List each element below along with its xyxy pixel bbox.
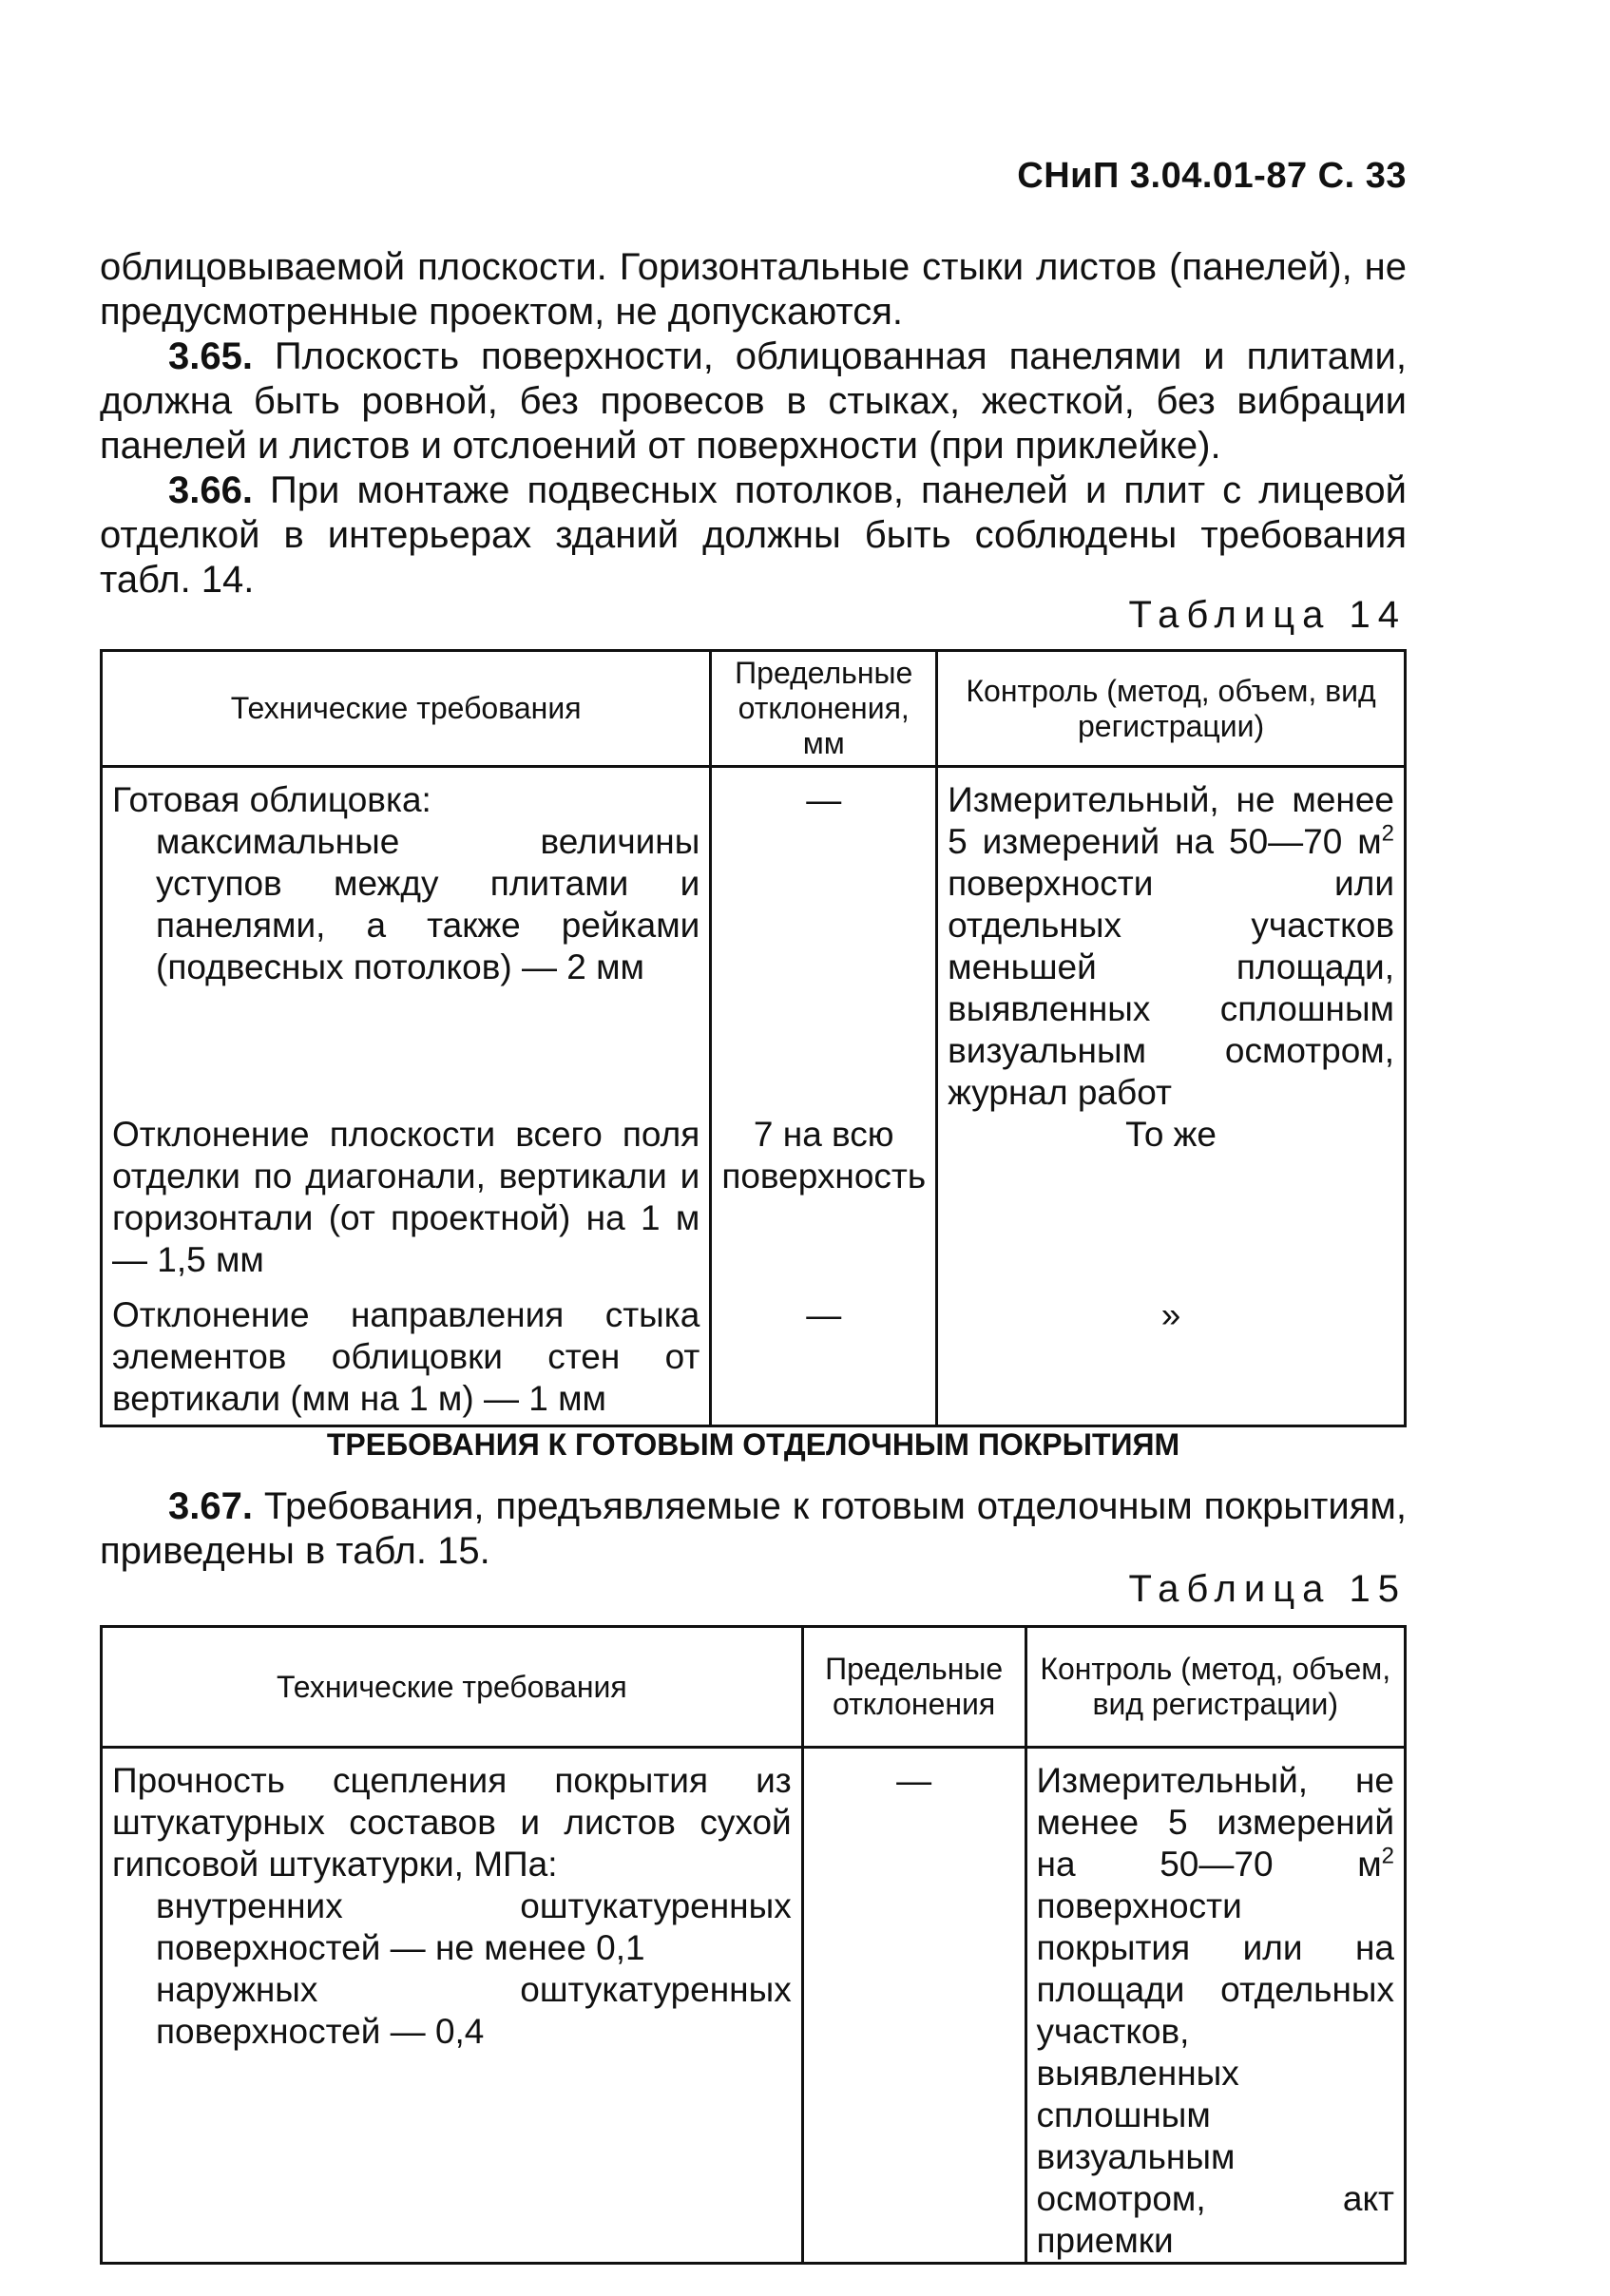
clause-text: Требования, предъявляемые к готовым отделочным покрытиям, приведены в табл. 15. xyxy=(100,1485,1407,1572)
column-header: Контроль (метод, объем, вид регистрации) xyxy=(937,651,1406,767)
table-15 xyxy=(100,1625,1407,2265)
table-cell: Отклонение плоскости всего поля отделки по диагонали, вертикали и горизонтали (от проектной) на 1 м — 1,5 мм xyxy=(102,1114,711,1294)
table-cell: — xyxy=(711,767,937,1115)
clause-number: 3.66. xyxy=(168,469,253,511)
page-header: СНиП 3.04.01-87 С. 33 xyxy=(1017,156,1407,196)
table-cell: Отклонение направления стыка элементов облицовки стен от вертикали (мм на 1 м) — 1 мм xyxy=(102,1294,711,1425)
column-header: Технические требования xyxy=(102,651,711,767)
table-cell: — xyxy=(711,1294,937,1425)
paragraph-continuation: облицовываемой плоскости. Горизонтальные стыки листов (панелей), не предусмотренные проектом, не допускаются. xyxy=(100,246,1407,333)
clause-text: Плоскость поверхности, облицованная панелями и плитами, должна быть ровной, без провесов в стыках, жесткой, без вибрации панелей и листов и отслоений от поверхности (при приклейке). xyxy=(100,335,1407,467)
table-header-row xyxy=(102,651,1406,767)
table-14 xyxy=(100,649,1407,1427)
table-header-row xyxy=(102,1627,1406,1748)
cell-text: поверхности покрытия или на площади отдельных участков, выявленных сплошным визуальным осмотром, акт приемки xyxy=(1036,1886,1394,2260)
cell-subitem: внутренних оштукатуренных поверхностей — не менее 0,1 xyxy=(156,1886,792,1967)
table-row xyxy=(102,1748,1406,2264)
body-text-middle xyxy=(100,1484,1407,1574)
cell-text: Измерительный, не менее 5 измерений на 50—70 м xyxy=(948,780,1394,861)
paragraph-3-67 xyxy=(100,1484,1407,1574)
section-title: ТРЕБОВАНИЯ К ГОТОВЫМ ОТДЕЛОЧНЫМ ПОКРЫТИЯМ xyxy=(326,1427,1180,1462)
cell-title: Готовая облицовка: xyxy=(112,780,431,819)
clause-number: 3.67. xyxy=(168,1485,253,1527)
table-cell xyxy=(1025,1748,1405,2264)
table-cell xyxy=(102,767,711,1115)
table-cell: 7 на всю поверхность xyxy=(711,1114,937,1294)
table-cell: — xyxy=(802,1748,1025,2264)
table-cell: То же xyxy=(937,1114,1406,1294)
clause-text: При монтаже подвесных потолков, панелей и плит с лицевой отделкой в интерьерах зданий должны быть соблюдены требования табл. 14. xyxy=(100,469,1407,601)
superscript: 2 xyxy=(1381,1843,1394,1869)
cell-text: поверхности или отдельных участков меньшей площади, выявленных сплошным визуальным осмотром, журнал работ xyxy=(948,864,1394,1112)
table-cell xyxy=(937,767,1406,1115)
cell-text: Измерительный, не менее 5 измерений на 50—70 м xyxy=(1036,1761,1394,1884)
table-row xyxy=(102,767,1406,1115)
table-14-caption: Таблица 14 xyxy=(1128,594,1407,636)
table-cell: » xyxy=(937,1294,1406,1425)
table-row xyxy=(102,1294,1406,1425)
column-header: Предельные отклонения, мм xyxy=(711,651,937,767)
cell-subitem: максимальные величины уступов между плитами и панелями, а также рейками (подвесных потолков) — 2 мм xyxy=(156,822,700,986)
paragraph-3-65 xyxy=(100,335,1407,469)
column-header: Предельные отклонения xyxy=(802,1627,1025,1748)
superscript: 2 xyxy=(1381,820,1394,847)
cell-subitem: наружных оштукатуренных поверхностей — 0,4 xyxy=(156,1970,792,2051)
clause-number: 3.65. xyxy=(168,335,253,377)
column-header: Контроль (метод, объем, вид регистрации) xyxy=(1025,1627,1405,1748)
body-text-top xyxy=(100,245,1407,603)
column-header: Технические требования xyxy=(102,1627,803,1748)
cell-title: Прочность сцепления покрытия из штукатурных составов и листов сухой гипсовой штукатурки, МПа: xyxy=(112,1761,792,1884)
paragraph-3-66 xyxy=(100,469,1407,603)
table-cell xyxy=(102,1748,803,2264)
table-15-caption: Таблица 15 xyxy=(1128,1568,1407,1610)
table-row xyxy=(102,1114,1406,1294)
